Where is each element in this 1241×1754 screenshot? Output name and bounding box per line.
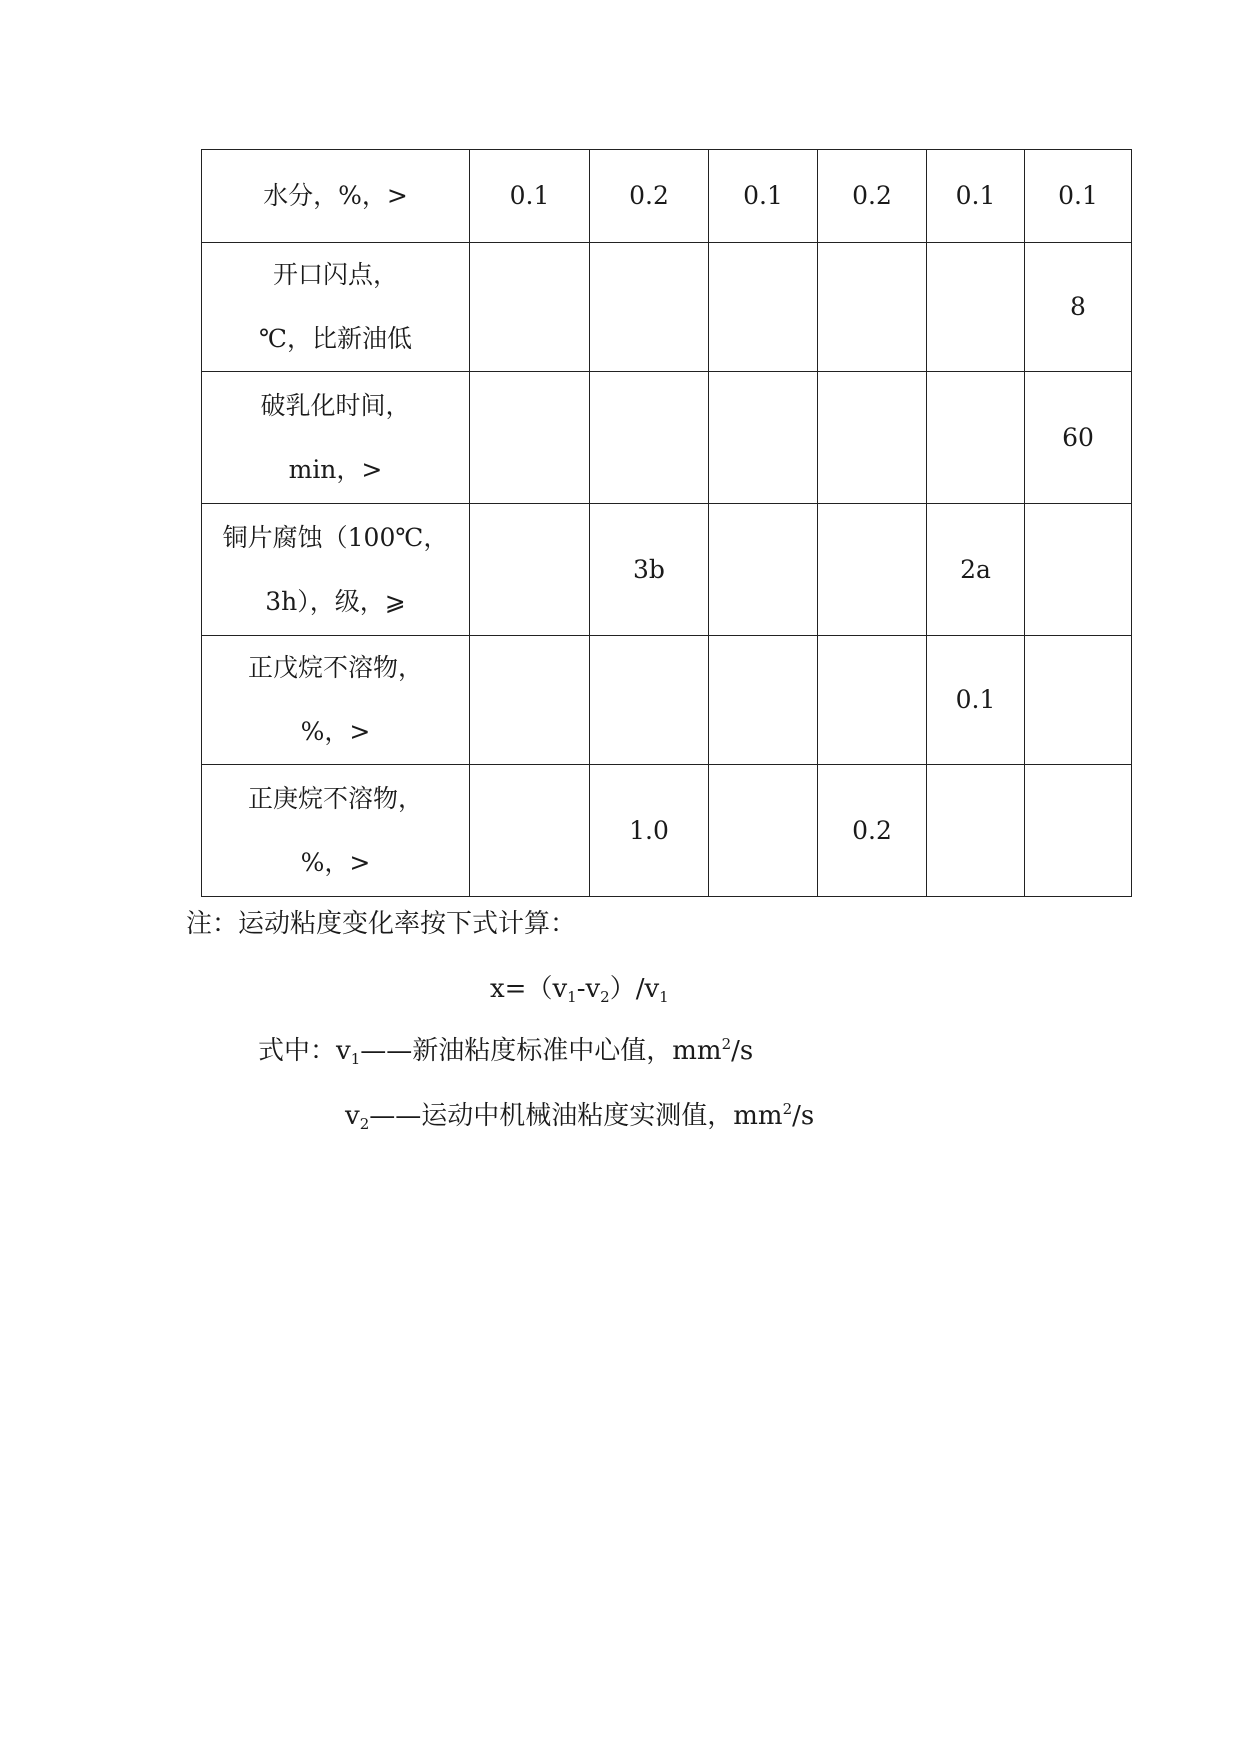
table-cell	[590, 636, 709, 765]
v1-unit: /s	[731, 1036, 754, 1066]
table-cell	[590, 372, 709, 504]
table-cell	[927, 372, 1025, 504]
table-cell	[927, 765, 1025, 897]
formula-mid: -v	[576, 974, 601, 1004]
table-cell: 1.0	[590, 765, 709, 897]
table-cell: 0.1	[1025, 150, 1132, 243]
v1-text: ——新油粘度标准中心值，mm	[360, 1036, 722, 1066]
formula-after: ）/v	[609, 974, 660, 1004]
row-label-line: 铜片腐蚀（100℃，	[222, 522, 449, 552]
table-cell	[818, 636, 927, 765]
table-cell	[709, 504, 818, 636]
formula-sub-1: 1	[567, 988, 577, 1006]
formula-prefix: x=（v	[490, 974, 568, 1004]
table-cell: 0.2	[590, 150, 709, 243]
row-label-line: 水分，%，>	[263, 181, 408, 210]
table-cell: 2a	[927, 504, 1025, 636]
row-label	[202, 372, 470, 504]
row-label	[202, 243, 470, 372]
table-cell	[470, 765, 590, 897]
note-intro: 注：运动粘度变化率按下式计算：	[186, 909, 577, 939]
v2-text: ——运动中机械油粘度实测值，mm	[369, 1101, 783, 1131]
table-cell	[709, 372, 818, 504]
table-cell	[1025, 504, 1132, 636]
table-cell	[818, 372, 927, 504]
table-body	[202, 150, 1132, 897]
table-cell	[1025, 765, 1132, 897]
row-label-line: min，>	[288, 454, 383, 484]
table-row	[202, 765, 1132, 897]
row-label-line: 开口闪点，	[272, 260, 398, 289]
row-label-line: %，>	[300, 847, 371, 877]
table-cell	[470, 636, 590, 765]
table-cell	[818, 243, 927, 372]
table-cell: 0.2	[818, 150, 927, 243]
table-row	[202, 636, 1132, 765]
table-cell: 60	[1025, 372, 1132, 504]
table-cell	[470, 504, 590, 636]
table-row	[202, 372, 1132, 504]
table-cell	[818, 504, 927, 636]
v2-sup: 2	[782, 1100, 793, 1118]
table-cell	[709, 636, 818, 765]
table-row	[202, 243, 1132, 372]
table-cell	[1025, 636, 1132, 765]
row-label-line: 破乳化时间，	[260, 390, 411, 420]
table-cell: 8	[1025, 243, 1132, 372]
v2-prefix: v	[345, 1101, 360, 1131]
table-cell: 0.1	[927, 636, 1025, 765]
table-cell: 0.1	[709, 150, 818, 243]
formula-sub-2: 2	[600, 988, 610, 1006]
row-label-line: %，>	[300, 717, 371, 746]
table-row	[202, 504, 1132, 636]
table-cell	[927, 243, 1025, 372]
table-cell: 0.1	[927, 150, 1025, 243]
oil-quality-spec-table	[201, 149, 1132, 897]
row-label-line: 正庚烷不溶物，	[247, 783, 423, 813]
viscosity-change-formula	[490, 968, 669, 1006]
row-label-line: 正戊烷不溶物，	[247, 653, 423, 682]
table-cell: 0.1	[470, 150, 590, 243]
row-label-line: 3h），级，⩾	[265, 586, 406, 616]
v1-definition	[258, 1030, 753, 1068]
v2-sub: 2	[359, 1115, 370, 1133]
v1-sub: 1	[350, 1050, 361, 1068]
row-label	[202, 765, 470, 897]
table-cell	[470, 372, 590, 504]
v1-prefix: 式中：v	[258, 1036, 351, 1066]
v2-unit: /s	[792, 1101, 815, 1131]
table-cell	[709, 765, 818, 897]
table-cell	[470, 243, 590, 372]
table-cell	[709, 243, 818, 372]
table-cell: 0.2	[818, 765, 927, 897]
formula-sub-3: 1	[659, 988, 669, 1006]
row-label	[202, 504, 470, 636]
row-label	[202, 150, 470, 243]
row-label	[202, 636, 470, 765]
v1-sup: 2	[721, 1035, 732, 1053]
table-cell	[590, 243, 709, 372]
row-label-line: ℃，比新油低	[259, 324, 412, 353]
table-row	[202, 150, 1132, 243]
table-cell: 3b	[590, 504, 709, 636]
v2-definition	[345, 1095, 814, 1133]
